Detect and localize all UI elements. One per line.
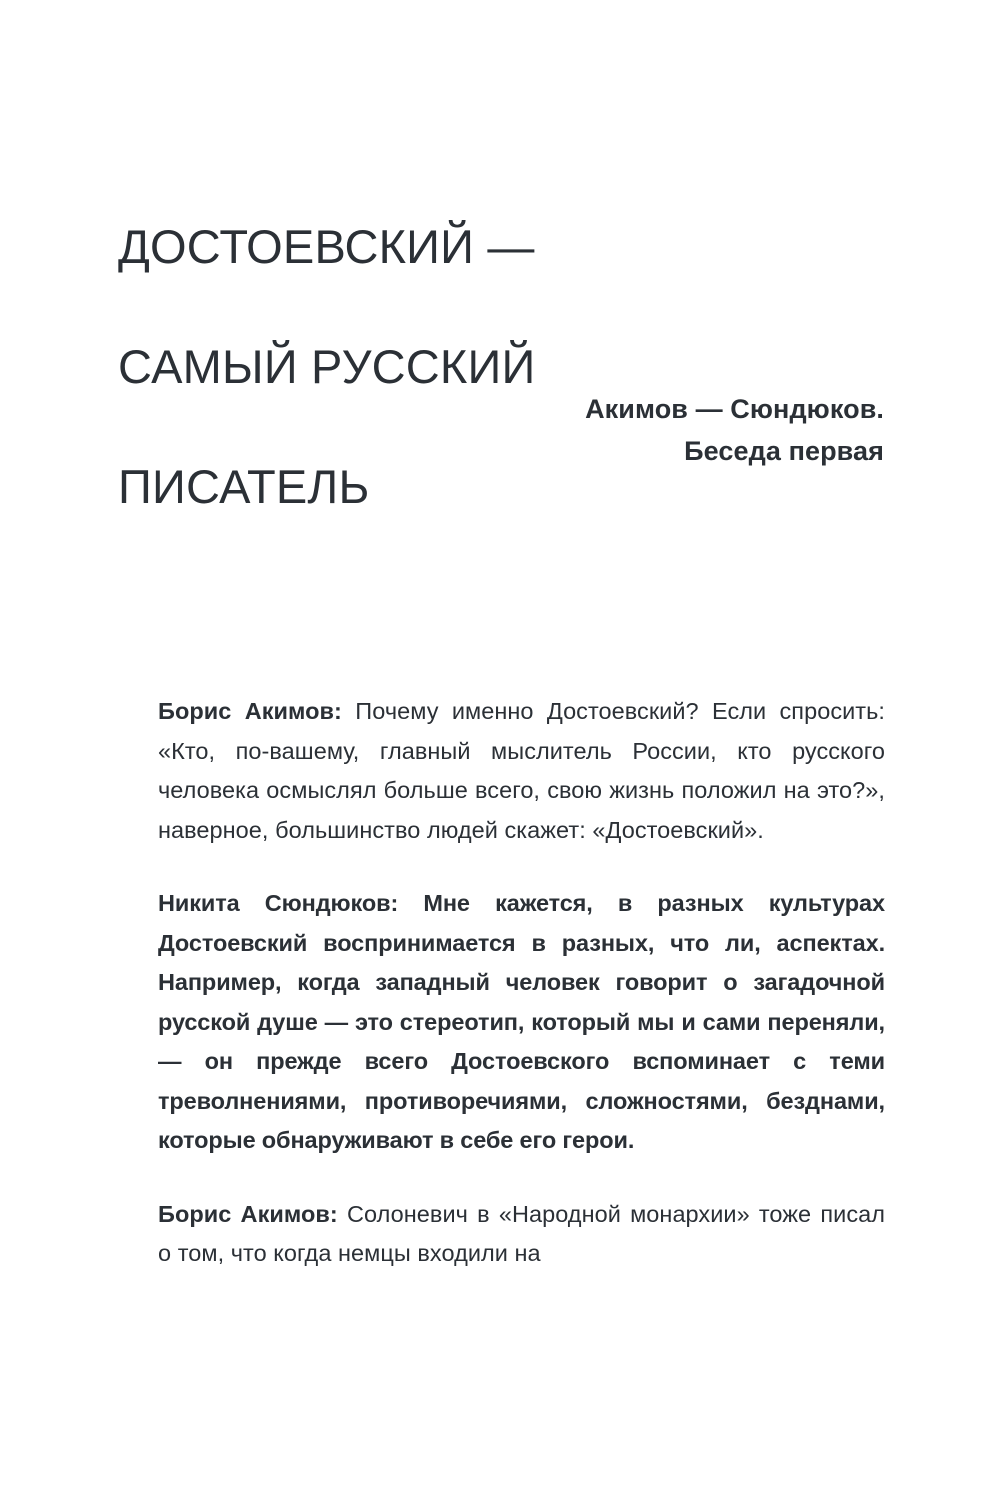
- speaker-name: Борис Акимов:: [158, 698, 342, 724]
- speaker-name: Борис Акимов:: [158, 1200, 338, 1227]
- paragraph-text: Почему именно Достоевский? Если спросить: «Кто, по-вашему, главный мыслитель России, кто русского человека осмыслял больше всего, свою жизнь положил на это?», наверное, большинство людей скажет: «Достоевский».: [158, 698, 885, 843]
- chapter-title-line-3: ПИСАТЕЛЬ: [118, 460, 370, 514]
- dialogue-paragraph: [158, 692, 885, 850]
- dialogue-paragraph: [158, 884, 885, 1161]
- chapter-subtitle-line-1: Акимов — Сюндюков.: [585, 394, 884, 424]
- chapter-title-line-2: САМЫЙ РУССКИЙ: [118, 340, 536, 394]
- page-title: [118, 157, 898, 577]
- body-text-column: [158, 692, 885, 1274]
- paragraph-text: Никита Сюндюков: Мне кажется, в разных культурах Достоевский воспринимается в разных, что ли, аспектах. Например, когда западный человек говорит о загадочной русской душе — это стереотип, который мы и сами переняли, — он прежде всего Достоевского вспоминает с теми треволнениями, противоречиями, сложностями, безднами, которые обнаруживают в себе его герои.: [158, 890, 885, 1153]
- paragraph-text: Солоневич в «Народной монархии» тоже писал о том, что когда немцы входили на: [158, 1200, 885, 1266]
- chapter-subtitle-line-2: Беседа первая: [684, 436, 884, 466]
- chapter-title-line-1: ДОСТОЕВСКИЙ —: [118, 220, 535, 274]
- dialogue-paragraph: [158, 1195, 885, 1274]
- chapter-subtitle: [264, 388, 884, 472]
